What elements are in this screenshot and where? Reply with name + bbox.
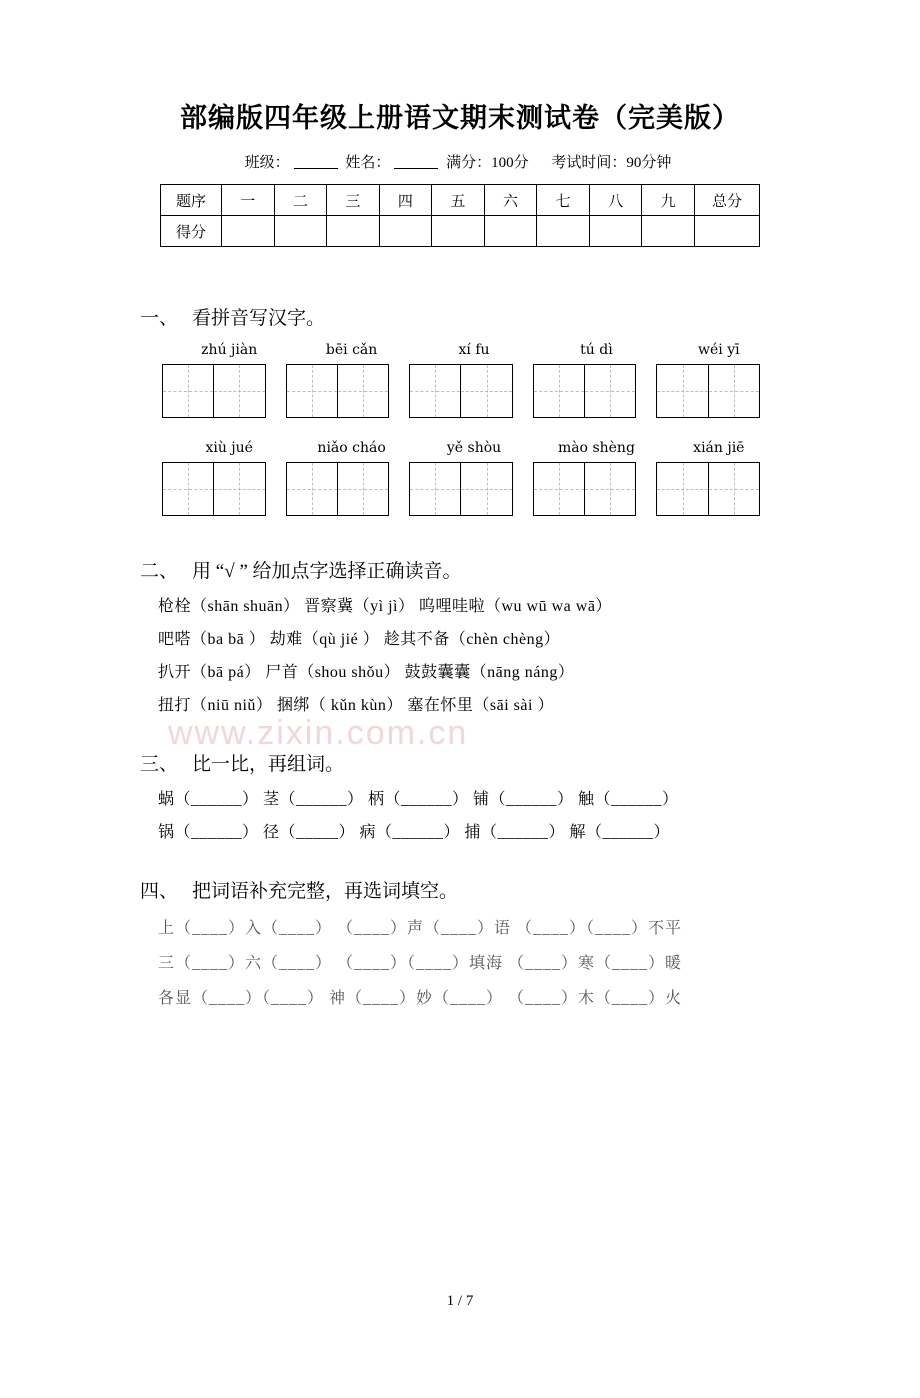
score-cell-8[interactable]	[589, 216, 642, 247]
score-cell-5[interactable]	[432, 216, 485, 247]
pinyin-row-2	[168, 440, 780, 456]
table-row-score	[161, 216, 760, 247]
tianzige-cell[interactable]	[584, 463, 635, 515]
section-2-number: 二、	[140, 561, 179, 582]
section-2-heading: 用 “√ ” 给加点字选择正确读音。	[192, 561, 462, 582]
section-4-number: 四、	[140, 881, 179, 902]
pinyin-item: yě shòu	[446, 440, 502, 456]
score-cell-total[interactable]	[695, 216, 760, 247]
section-1	[140, 303, 780, 516]
pinyin-item: xiù jué	[205, 440, 253, 456]
tianzige-cell[interactable]	[287, 463, 337, 515]
section-3-title	[140, 749, 780, 776]
section-3	[140, 749, 780, 842]
page-title: 部编版四年级上册语文期末测试卷（完美版）	[180, 103, 740, 133]
student-info-line	[140, 151, 780, 172]
col-6: 六	[484, 185, 537, 216]
tianzige-cell[interactable]	[213, 463, 264, 515]
section-3-number: 三、	[140, 754, 179, 775]
tianzige-cell[interactable]	[534, 463, 584, 515]
pinyin-item: wéi yī	[698, 342, 740, 358]
tianzige-cell[interactable]	[584, 365, 635, 417]
tianzige-cell[interactable]	[460, 365, 511, 417]
question-line[interactable]: 蜗（______） 茎（______） 柄（______） 铺（______） 触（______）	[158, 791, 679, 808]
class-label: 班级：	[244, 155, 290, 171]
col-9: 九	[642, 185, 695, 216]
question-line[interactable]: 三（____）六（____） （____）（____）填海 （____）寒（____）暖	[158, 955, 683, 972]
section-4-title	[140, 876, 780, 903]
pinyin-item: xí fu	[458, 342, 490, 358]
row-label-question-order: 题序	[161, 185, 222, 216]
exam-page	[0, 96, 920, 1398]
tianzige-box[interactable]	[533, 364, 637, 418]
section-1-number: 一、	[140, 308, 179, 329]
score-table-wrapper	[140, 184, 780, 247]
tianzige-cell[interactable]	[287, 365, 337, 417]
tianzige-cell[interactable]	[410, 365, 460, 417]
tianzige-box[interactable]	[286, 364, 390, 418]
col-total: 总分	[695, 185, 760, 216]
question-line[interactable]: 各显（____）（____） 神（____）妙（____） （____）木（____）火	[158, 990, 683, 1007]
section-2	[140, 556, 780, 715]
question-line[interactable]: 扒开（bā pá） 尸首（shou shǒu） 鼓鼓囊囊（nāng náng）	[158, 664, 575, 681]
question-line[interactable]: 枪栓（shān shuān） 晋察冀（yì jì） 呜哩哇啦（wu wū wa wā）	[158, 598, 612, 615]
tianzige-box[interactable]	[656, 364, 760, 418]
row-label-score: 得分	[161, 216, 222, 247]
section-1-heading: 看拼音写汉字。	[192, 308, 326, 329]
question-line[interactable]: 锅（______） 径（_____） 病（______） 捕（______） 解（______）	[158, 824, 671, 841]
tianzige-box[interactable]	[286, 462, 390, 516]
table-row-header	[161, 185, 760, 216]
col-8: 八	[589, 185, 642, 216]
tianzige-row-2	[162, 462, 780, 516]
tianzige-cell[interactable]	[657, 365, 707, 417]
tianzige-box[interactable]	[656, 462, 760, 516]
class-blank[interactable]	[294, 153, 338, 169]
tianzige-box[interactable]	[409, 364, 513, 418]
question-line[interactable]: 扭打（niū niǔ） 捆绑（ kǔn kùn） 塞在怀里（sāi sài ）	[158, 697, 554, 714]
tianzige-box[interactable]	[533, 462, 637, 516]
pinyin-item: tú dì	[580, 342, 613, 358]
tianzige-cell[interactable]	[213, 365, 264, 417]
pinyin-item: zhú jiàn	[201, 342, 258, 358]
score-cell-9[interactable]	[642, 216, 695, 247]
tianzige-box[interactable]	[162, 462, 266, 516]
col-5: 五	[432, 185, 485, 216]
section-2-title	[140, 556, 780, 583]
pinyin-item: mào shèng	[557, 440, 635, 456]
pinyin-item: bēi cǎn	[325, 342, 378, 358]
tianzige-cell[interactable]	[163, 365, 213, 417]
tianzige-cell[interactable]	[708, 463, 759, 515]
col-4: 四	[379, 185, 432, 216]
page-number: 1 / 7	[446, 1293, 474, 1309]
tianzige-row-1	[162, 364, 780, 418]
pinyin-row-1	[168, 342, 780, 358]
tianzige-box[interactable]	[162, 364, 266, 418]
full-score-label: 满分：100分	[446, 155, 529, 171]
pinyin-item: xián jiē	[693, 440, 745, 456]
score-cell-2[interactable]	[274, 216, 327, 247]
name-blank[interactable]	[394, 153, 438, 169]
section-4-heading: 把词语补充完整，再选词填空。	[192, 881, 459, 902]
tianzige-cell[interactable]	[337, 463, 388, 515]
question-line[interactable]: 吧嗒（ba bā ） 劫难（qù jié ） 趁其不备（chèn chèng）	[158, 631, 561, 648]
col-2: 二	[274, 185, 327, 216]
tianzige-box[interactable]	[409, 462, 513, 516]
tianzige-cell[interactable]	[410, 463, 460, 515]
tianzige-cell[interactable]	[337, 365, 388, 417]
section-4	[140, 876, 780, 1008]
name-label: 姓名：	[345, 155, 391, 171]
tianzige-cell[interactable]	[163, 463, 213, 515]
section-1-title	[140, 303, 780, 330]
col-3: 三	[327, 185, 380, 216]
pinyin-item: niǎo cháo	[317, 440, 386, 456]
score-cell-7[interactable]	[537, 216, 590, 247]
score-cell-1[interactable]	[222, 216, 275, 247]
watermark: www.zixin.com.cn	[168, 714, 469, 752]
question-line[interactable]: 上（____）入（____） （____）声（____）语 （____）（____）不平	[158, 920, 683, 937]
tianzige-cell[interactable]	[460, 463, 511, 515]
tianzige-cell[interactable]	[708, 365, 759, 417]
section-3-heading: 比一比，再组词。	[192, 754, 345, 775]
col-1: 一	[222, 185, 275, 216]
exam-time-label: 考试时间：90分钟	[551, 155, 672, 171]
score-cell-6[interactable]	[484, 216, 537, 247]
score-cell-4[interactable]	[379, 216, 432, 247]
tianzige-cell[interactable]	[657, 463, 707, 515]
score-cell-3[interactable]	[327, 216, 380, 247]
col-7: 七	[537, 185, 590, 216]
tianzige-cell[interactable]	[534, 365, 584, 417]
score-table	[160, 184, 760, 247]
